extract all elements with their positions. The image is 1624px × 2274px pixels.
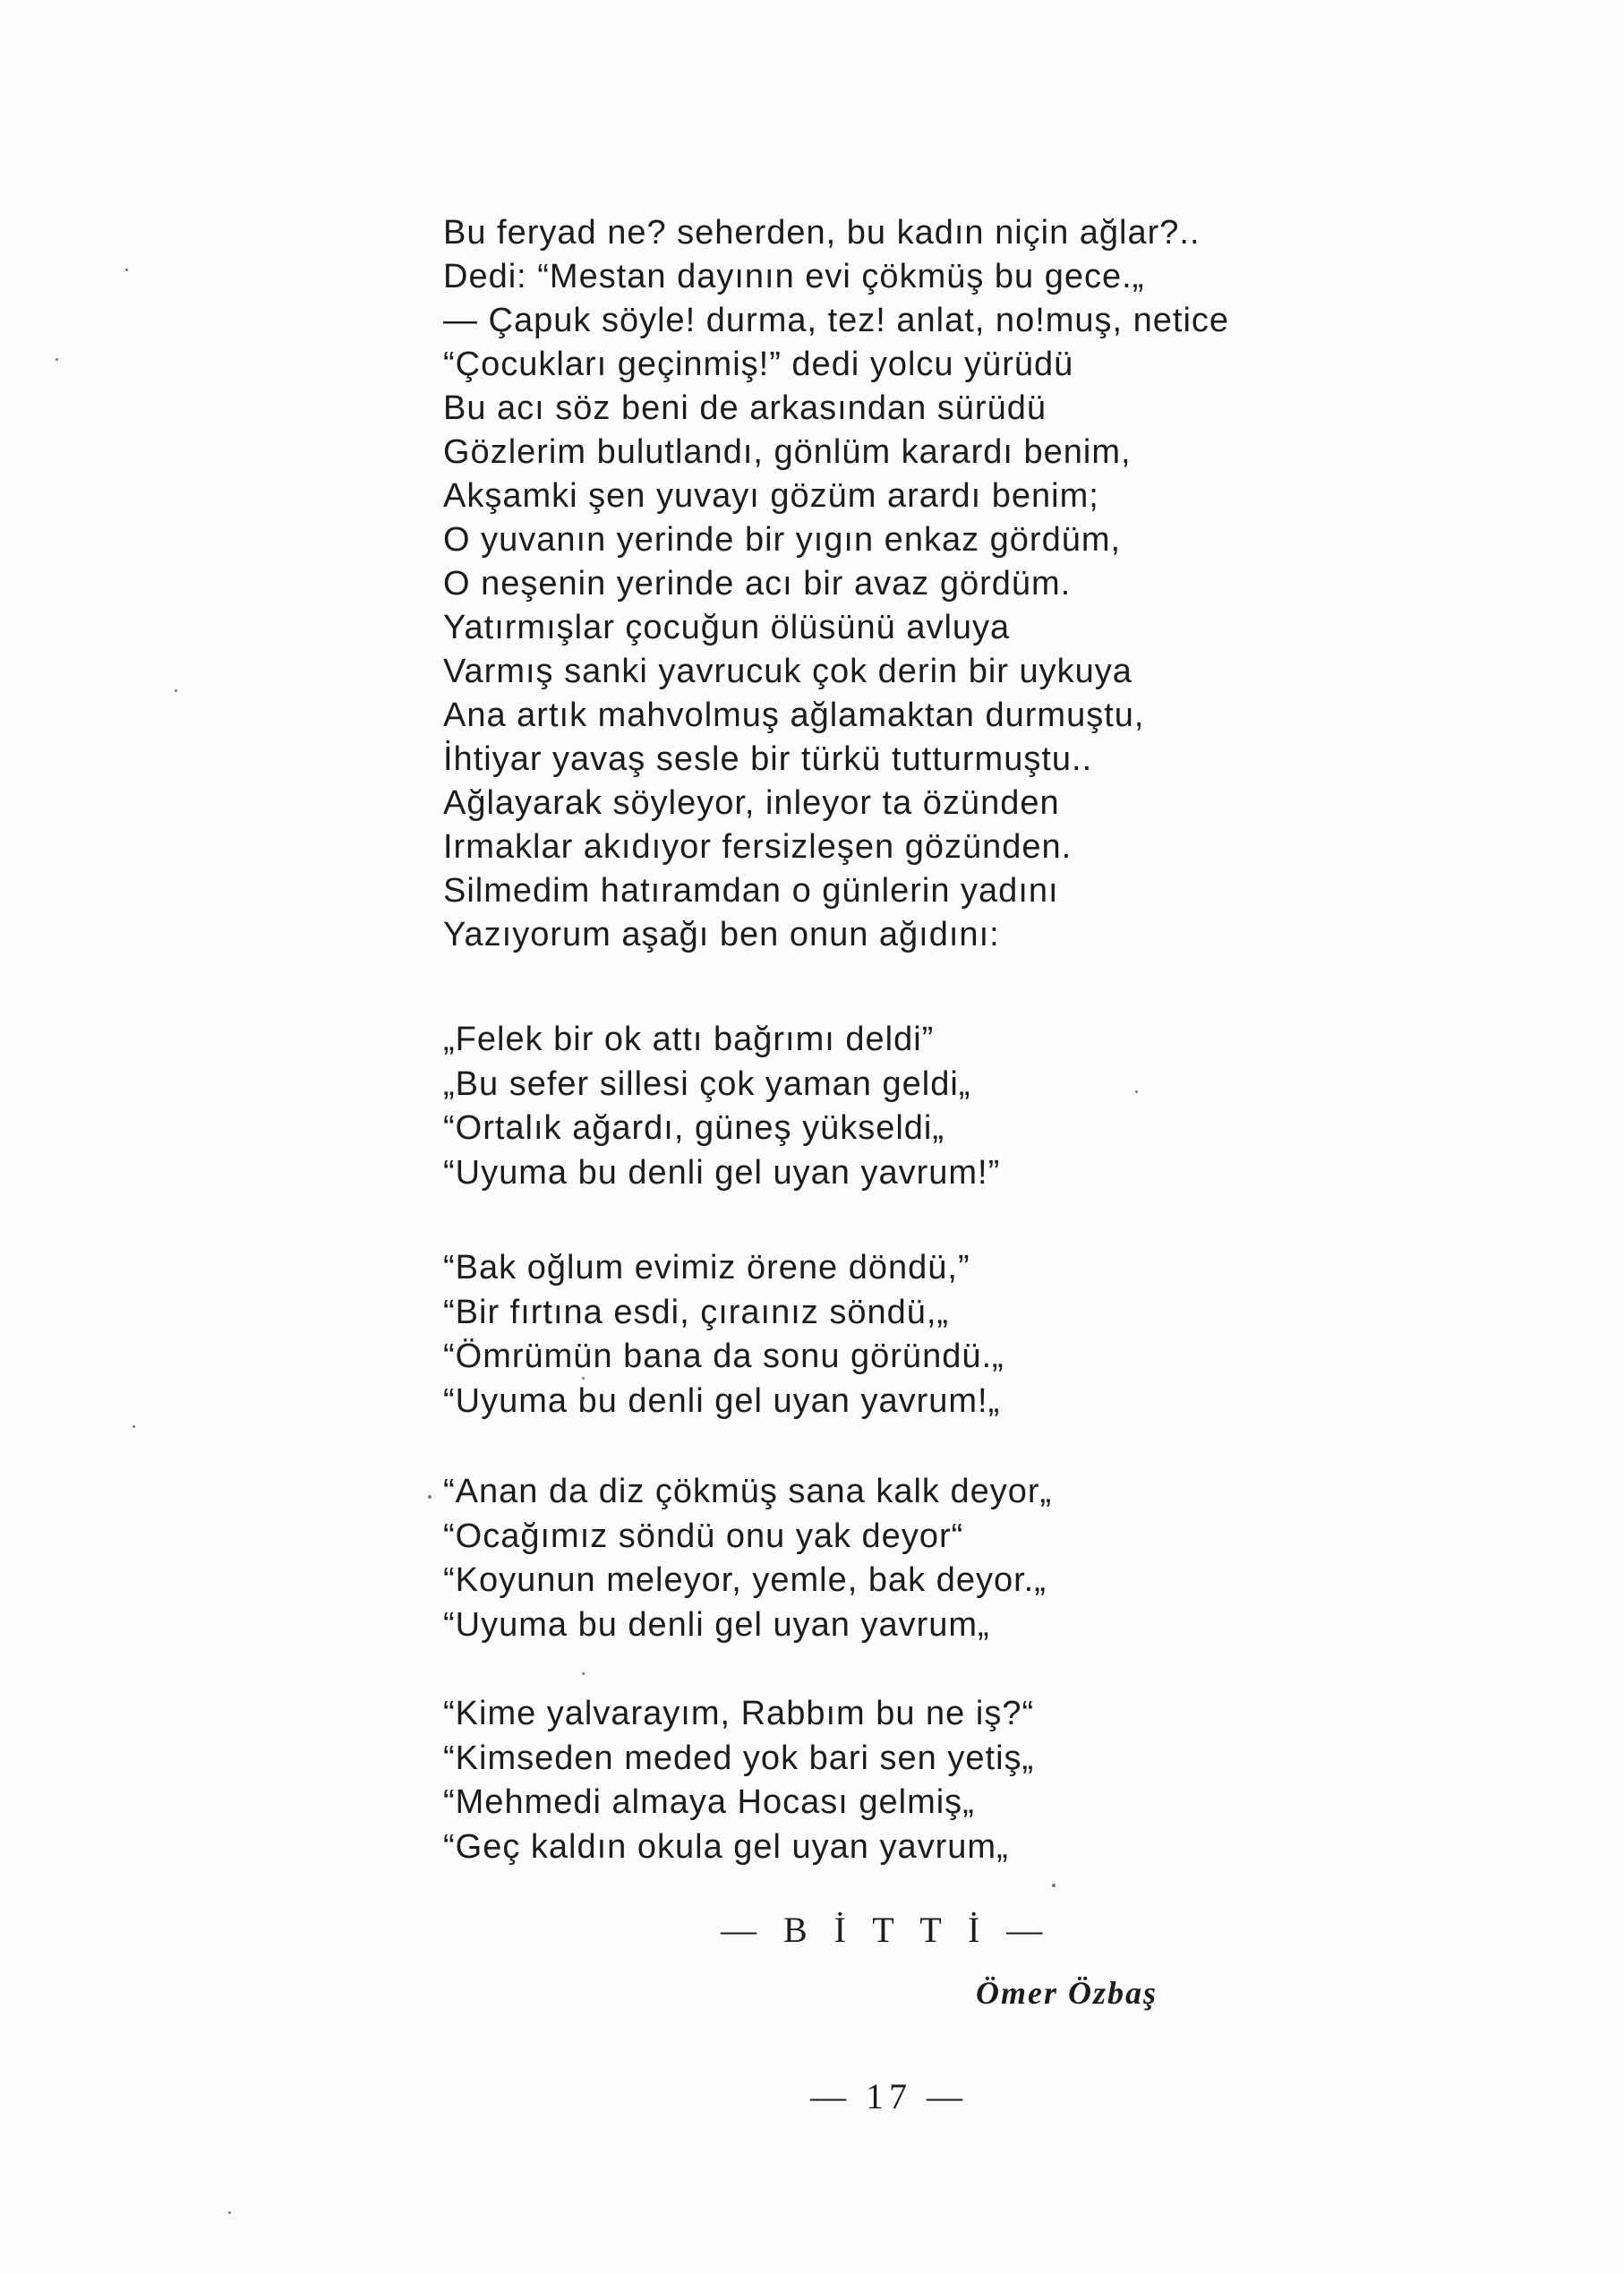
stanza-line: “Uyuma bu denli gel uyan yavrum!” [443,1153,1001,1192]
stanza-line: “Geç kaldın okula gel uyan yavrum„ [443,1827,1009,1866]
stanza-3 [443,1470,1249,1647]
stanza-4 [443,1692,1249,1869]
scan-speck [1135,1090,1138,1093]
scan-speck [125,269,128,271]
poem-line: — Çapuk söyle! durma, tez! anlat, no!muş, netice [443,302,1230,339]
stanza-line: “Bir fırtına esdi, çıraınız söndü,„ [443,1293,950,1331]
stanza-2 [443,1246,1249,1423]
stanza-line: “Mehmedi almaya Hocası gelmiş„ [443,1783,975,1821]
scan-speck [228,2211,231,2214]
stanza-line: “Ömrümün bana da sonu göründü.„ [443,1338,1004,1375]
stanza-line: “Bak oğlum evimiz örene döndü,” [443,1249,970,1287]
poem-line: O yuvanın yerinde bir yıgın enkaz gördüm, [443,521,1122,559]
scan-speck [1052,1884,1056,1887]
stanza-line: “Koyunun meleyor, yemle, bak deyor.„ [443,1561,1047,1599]
poem-line: Silmedim hatıramdan o günlerin yadını [443,872,1059,910]
poem-line: Ana artık mahvolmuş ağlamaktan durmuştu, [443,697,1145,734]
scan-speck [56,358,58,361]
stanza-1 [443,1018,1249,1195]
poem-intro [443,211,1338,957]
scan-speck [175,689,177,692]
stanza-line: “Kime yalvarayım, Rabbım bu ne iş?“ [443,1695,1035,1732]
stanza-line: “Uyuma bu denli gel uyan yavrum„ [443,1605,990,1644]
poem-line: Bu acı söz beni de arkasından sürüdü [443,389,1047,427]
poem-line: Yazıyorum aşağı ben onun ağıdını: [443,916,1000,953]
author-signature: Ömer Özbaş [976,1975,1158,2011]
poem-line: Varmış sanki yavrucuk çok derin bir uykuya [443,653,1133,690]
poem-line: Irmaklar akıdıyor fersizleşen gözünden. [443,828,1073,866]
poem-line: Gözlerim bulutlandı, gönlüm karardı benim, [443,433,1132,471]
scan-speck [582,1672,585,1675]
stanza-line: “Uyuma bu denli gel uyan yavrum!„ [443,1381,1001,1420]
stanza-line: “Kimseden meded yok bari sen yetiş„ [443,1739,1035,1777]
poem-line: İhtiyar yavaş sesle bir türkü tutturmuştu.. [443,740,1093,778]
stanza-line: “Ortalık ağardı, güneş yükseldi„ [443,1109,945,1147]
poem-line: Akşamki şen yuvayı gözüm arardı benim; [443,477,1099,515]
poem-line: Yatırmışlar çocuğun ölüsünü avluya [443,609,1011,646]
scan-speck [428,1495,432,1499]
poem-line: Bu feryad ne? seherden, bu kadın niçin ağlar?.. [443,214,1201,252]
poem-line: Ağlayarak söyleyor, inleyor ta özünden [443,784,1060,822]
stanza-line: „Felek bir ok attı bağrımı deldi” [443,1021,935,1058]
stanza-line: „Bu sefer sillesi çok yaman geldi„ [443,1064,971,1103]
scan-speck [132,1425,135,1428]
page-number: — 17 — [810,2076,968,2116]
poem-line: Dedi: “Mestan dayının evi çökmüş bu gece.„ [443,258,1145,295]
scan-speck [582,1377,585,1380]
poem-line: O neşenin yerinde acı bir avaz gördüm. [443,565,1072,603]
stanza-line: “Anan da diz çökmüş sana kalk deyor„ [443,1473,1053,1510]
ending-mark: — B İ T T İ — [721,1910,1052,1950]
stanza-line: “Ocağımız söndü onu yak deyor“ [443,1517,964,1555]
poem-line: “Çocukları geçinmiş!” dedi yolcu yürüdü [443,346,1074,383]
